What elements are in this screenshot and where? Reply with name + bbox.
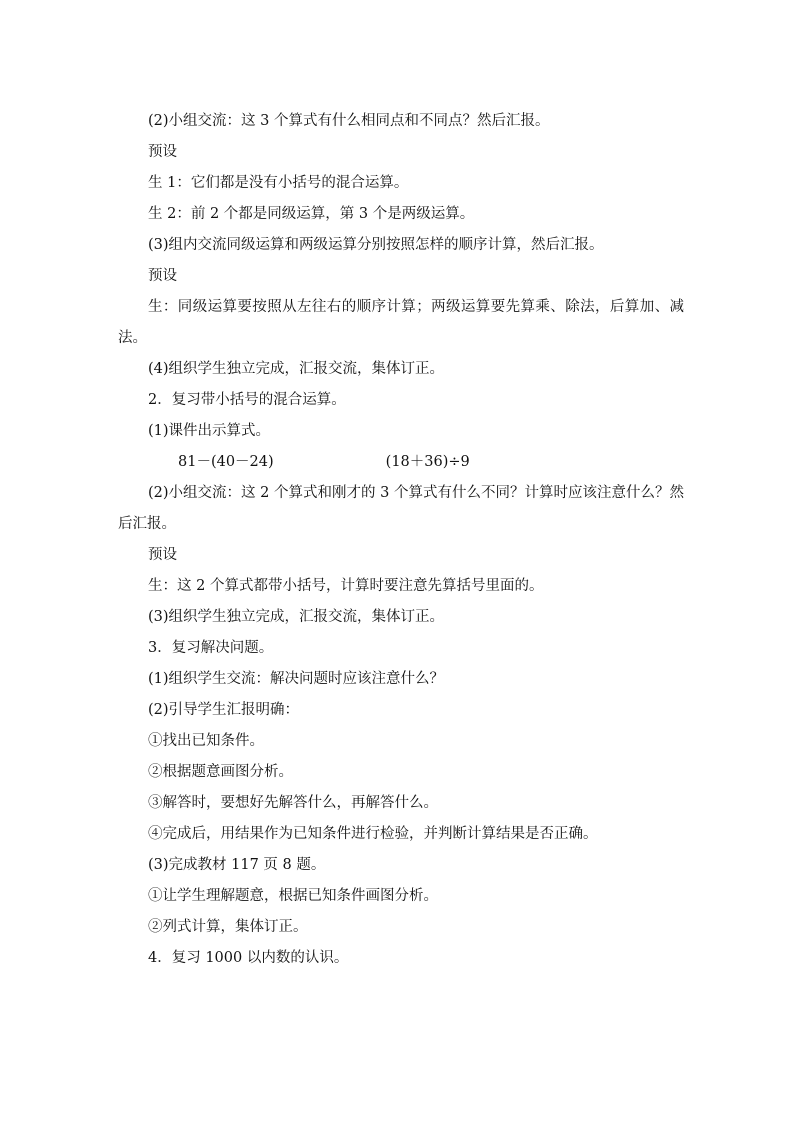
paragraph-student-1: 生 1：它们都是没有小括号的混合运算。	[148, 175, 409, 191]
formula-first: 81－(40－24)	[178, 454, 274, 470]
list-item-find-conditions: ①找出已知条件。	[148, 733, 264, 749]
paragraph-student-parentheses-answer: 生：这 2 个算式都带小括号，计算时要注意先算括号里面的。	[148, 578, 544, 594]
section-heading-numbers-1000: 4．复习 1000 以内数的认识。	[148, 950, 349, 966]
list-item-check-result: ④完成后，用结果作为已知条件进行检验，并判断计算结果是否正确。	[148, 826, 598, 842]
list-item-draw-analysis: ②根据题意画图分析。	[148, 764, 293, 780]
paragraph-preset: 预设	[148, 144, 177, 160]
list-item-calculate-correct: ②列式计算，集体订正。	[148, 919, 308, 935]
paragraph-independent-work: (4)组织学生独立完成，汇报交流，集体订正。	[148, 361, 445, 377]
section-heading-problem-solving: 3．复习解决问题。	[148, 640, 274, 656]
paragraph-show-formulas: (1)课件出示算式。	[148, 423, 271, 439]
paragraph-independent-work-2: (3)组织学生独立完成，汇报交流，集体订正。	[148, 609, 445, 625]
paragraph-student-order-answer: 生：同级运算要按照从左往右的顺序计算；两级运算要先算乘、除法，后算加、减法。	[118, 299, 684, 346]
list-item-understand-problem: ①让学生理解题意，根据已知条件画图分析。	[148, 888, 438, 904]
paragraph-group-discussion: (2)小组交流：这 3 个算式有什么相同点和不同点？然后汇报。	[148, 113, 550, 129]
paragraph-problem-discussion: (1)组织学生交流：解决问题时应该注意什么？	[148, 671, 445, 687]
paragraph-preset: 预设	[148, 268, 177, 284]
paragraph-compare-formulas: (2)小组交流：这 2 个算式和刚才的 3 个算式有什么不同？计算时应该注意什么？然后汇报。	[118, 485, 684, 532]
formula-row	[118, 447, 684, 478]
document-body	[118, 106, 684, 974]
section-heading-parentheses: 2．复习带小括号的混合运算。	[148, 392, 346, 408]
list-item-plan-solution: ③解答时，要想好先解答什么，再解答什么。	[148, 795, 438, 811]
paragraph-order-discussion: (3)组内交流同级运算和两级运算分别按照怎样的顺序计算，然后汇报。	[148, 237, 604, 253]
paragraph-student-2: 生 2：前 2 个都是同级运算，第 3 个是两级运算。	[148, 206, 475, 222]
paragraph-guide-report: (2)引导学生汇报明确：	[148, 702, 300, 718]
paragraph-textbook-exercise: (3)完成教材 117 页 8 题。	[148, 857, 326, 873]
formula-second: (18＋36)÷9	[385, 454, 470, 470]
paragraph-preset: 预设	[148, 547, 177, 563]
